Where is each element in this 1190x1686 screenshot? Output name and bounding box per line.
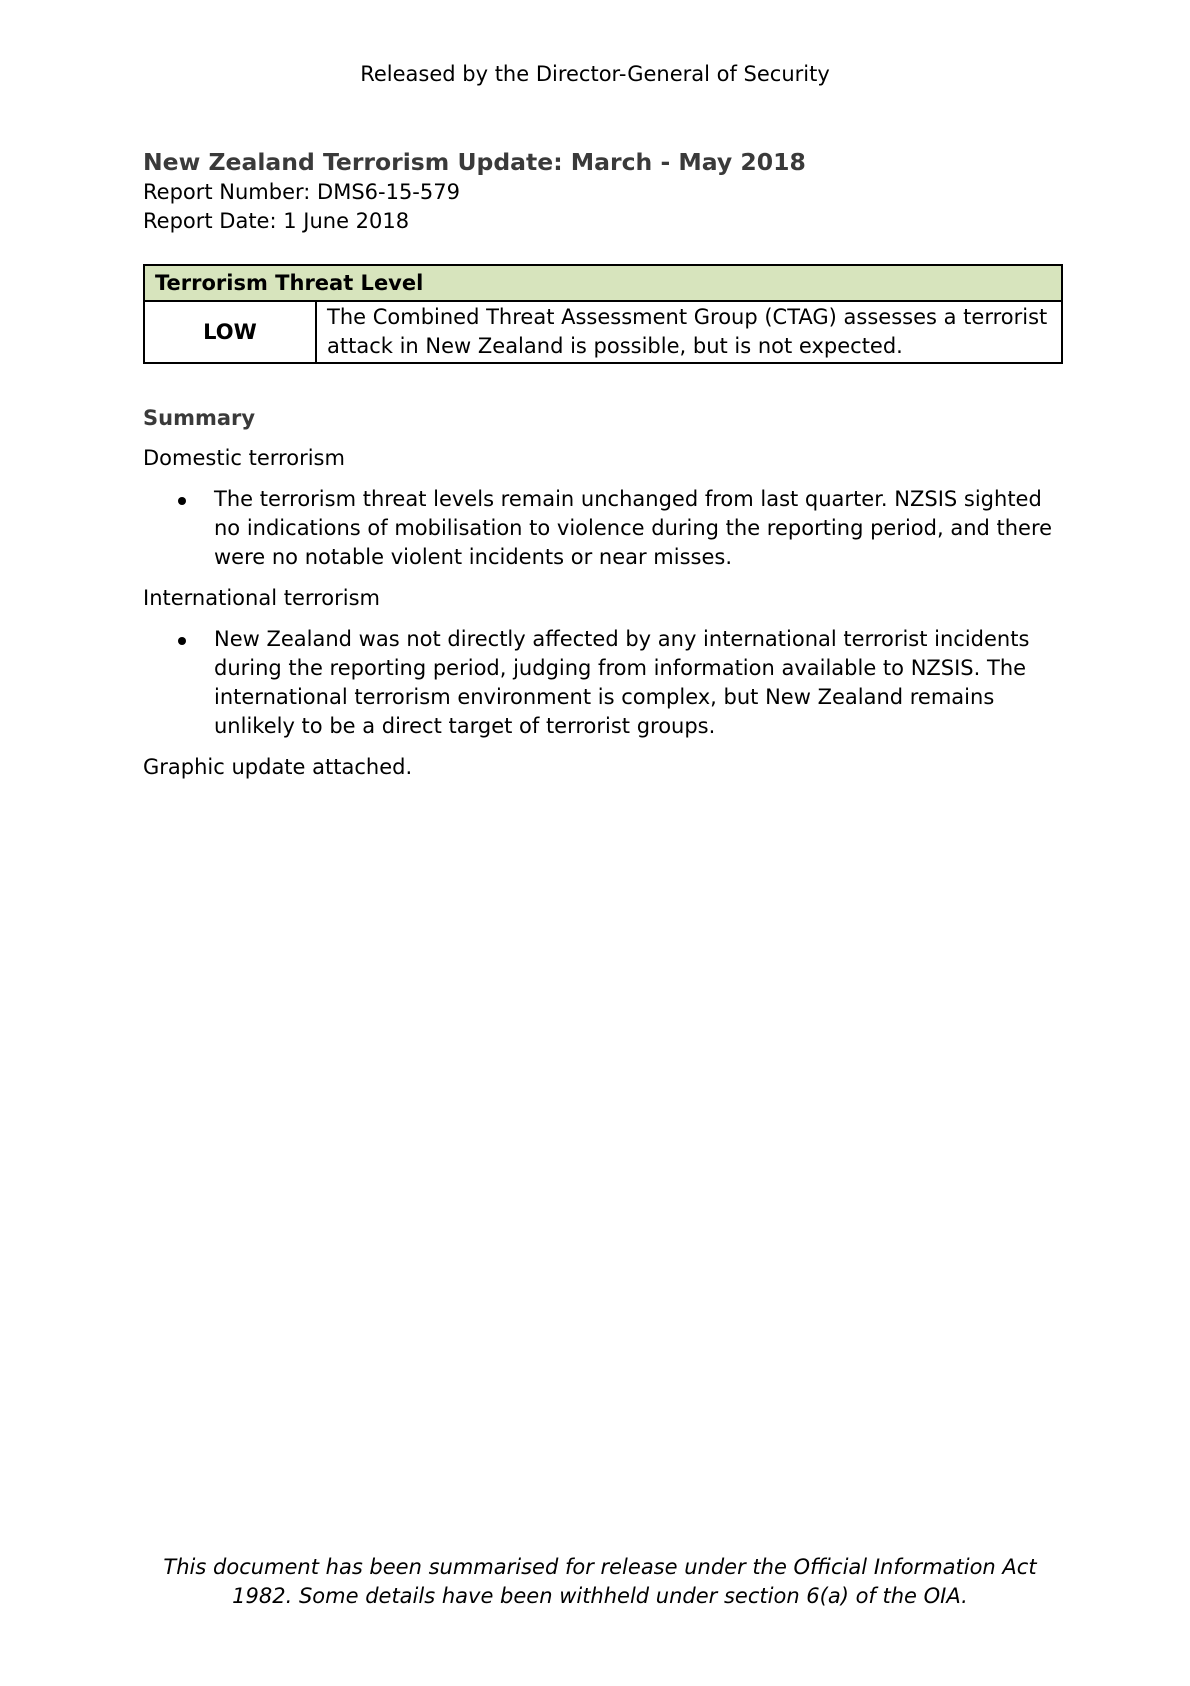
bullet-icon <box>178 497 186 505</box>
international-bullet-list <box>143 625 1063 741</box>
international-terrorism-label: International terrorism <box>143 586 381 610</box>
summary-heading: Summary <box>143 406 256 430</box>
threat-level-table <box>143 264 1063 364</box>
closing-note: Graphic update attached. <box>143 755 413 779</box>
bullet-icon <box>178 637 186 645</box>
report-number: Report Number: DMS6-15-579 <box>143 180 460 204</box>
list-item <box>214 485 1063 572</box>
international-bullet-text: New Zealand was not directly affected by any international terrorist incidents during the reporting period, judging from information available to NZSIS. The international terrorism environment is complex, but New Zealand remains unlikely to be a direct target of terrorist groups. <box>214 627 1030 738</box>
list-item <box>214 625 1063 741</box>
domestic-bullet-text: The terrorism threat levels remain unchanged from last quarter. NZSIS sighted no indications of mobilisation to violence during the reporting period, and there were no notable violent incidents or near misses. <box>214 487 1053 569</box>
threat-level-value: LOW <box>144 301 316 363</box>
threat-level-description: The Combined Threat Assessment Group (CTAG) assesses a terrorist attack in New Zealand is possible, but is not expected. <box>316 301 1062 363</box>
document-title: New Zealand Terrorism Update: March - May 2018 <box>143 148 806 176</box>
release-header: Released by the Director-General of Security <box>360 62 830 86</box>
threat-table-heading: Terrorism Threat Level <box>144 265 1062 301</box>
domestic-bullet-list <box>143 485 1063 572</box>
domestic-terrorism-label: Domestic terrorism <box>143 446 345 470</box>
document-body <box>143 146 1063 782</box>
report-date: Report Date: 1 June 2018 <box>143 209 410 233</box>
footer-note: This document has been summarised for release under the Official Information Act 1982. Some details have been withheld under section 6(a) of the OIA. <box>163 1555 1037 1608</box>
